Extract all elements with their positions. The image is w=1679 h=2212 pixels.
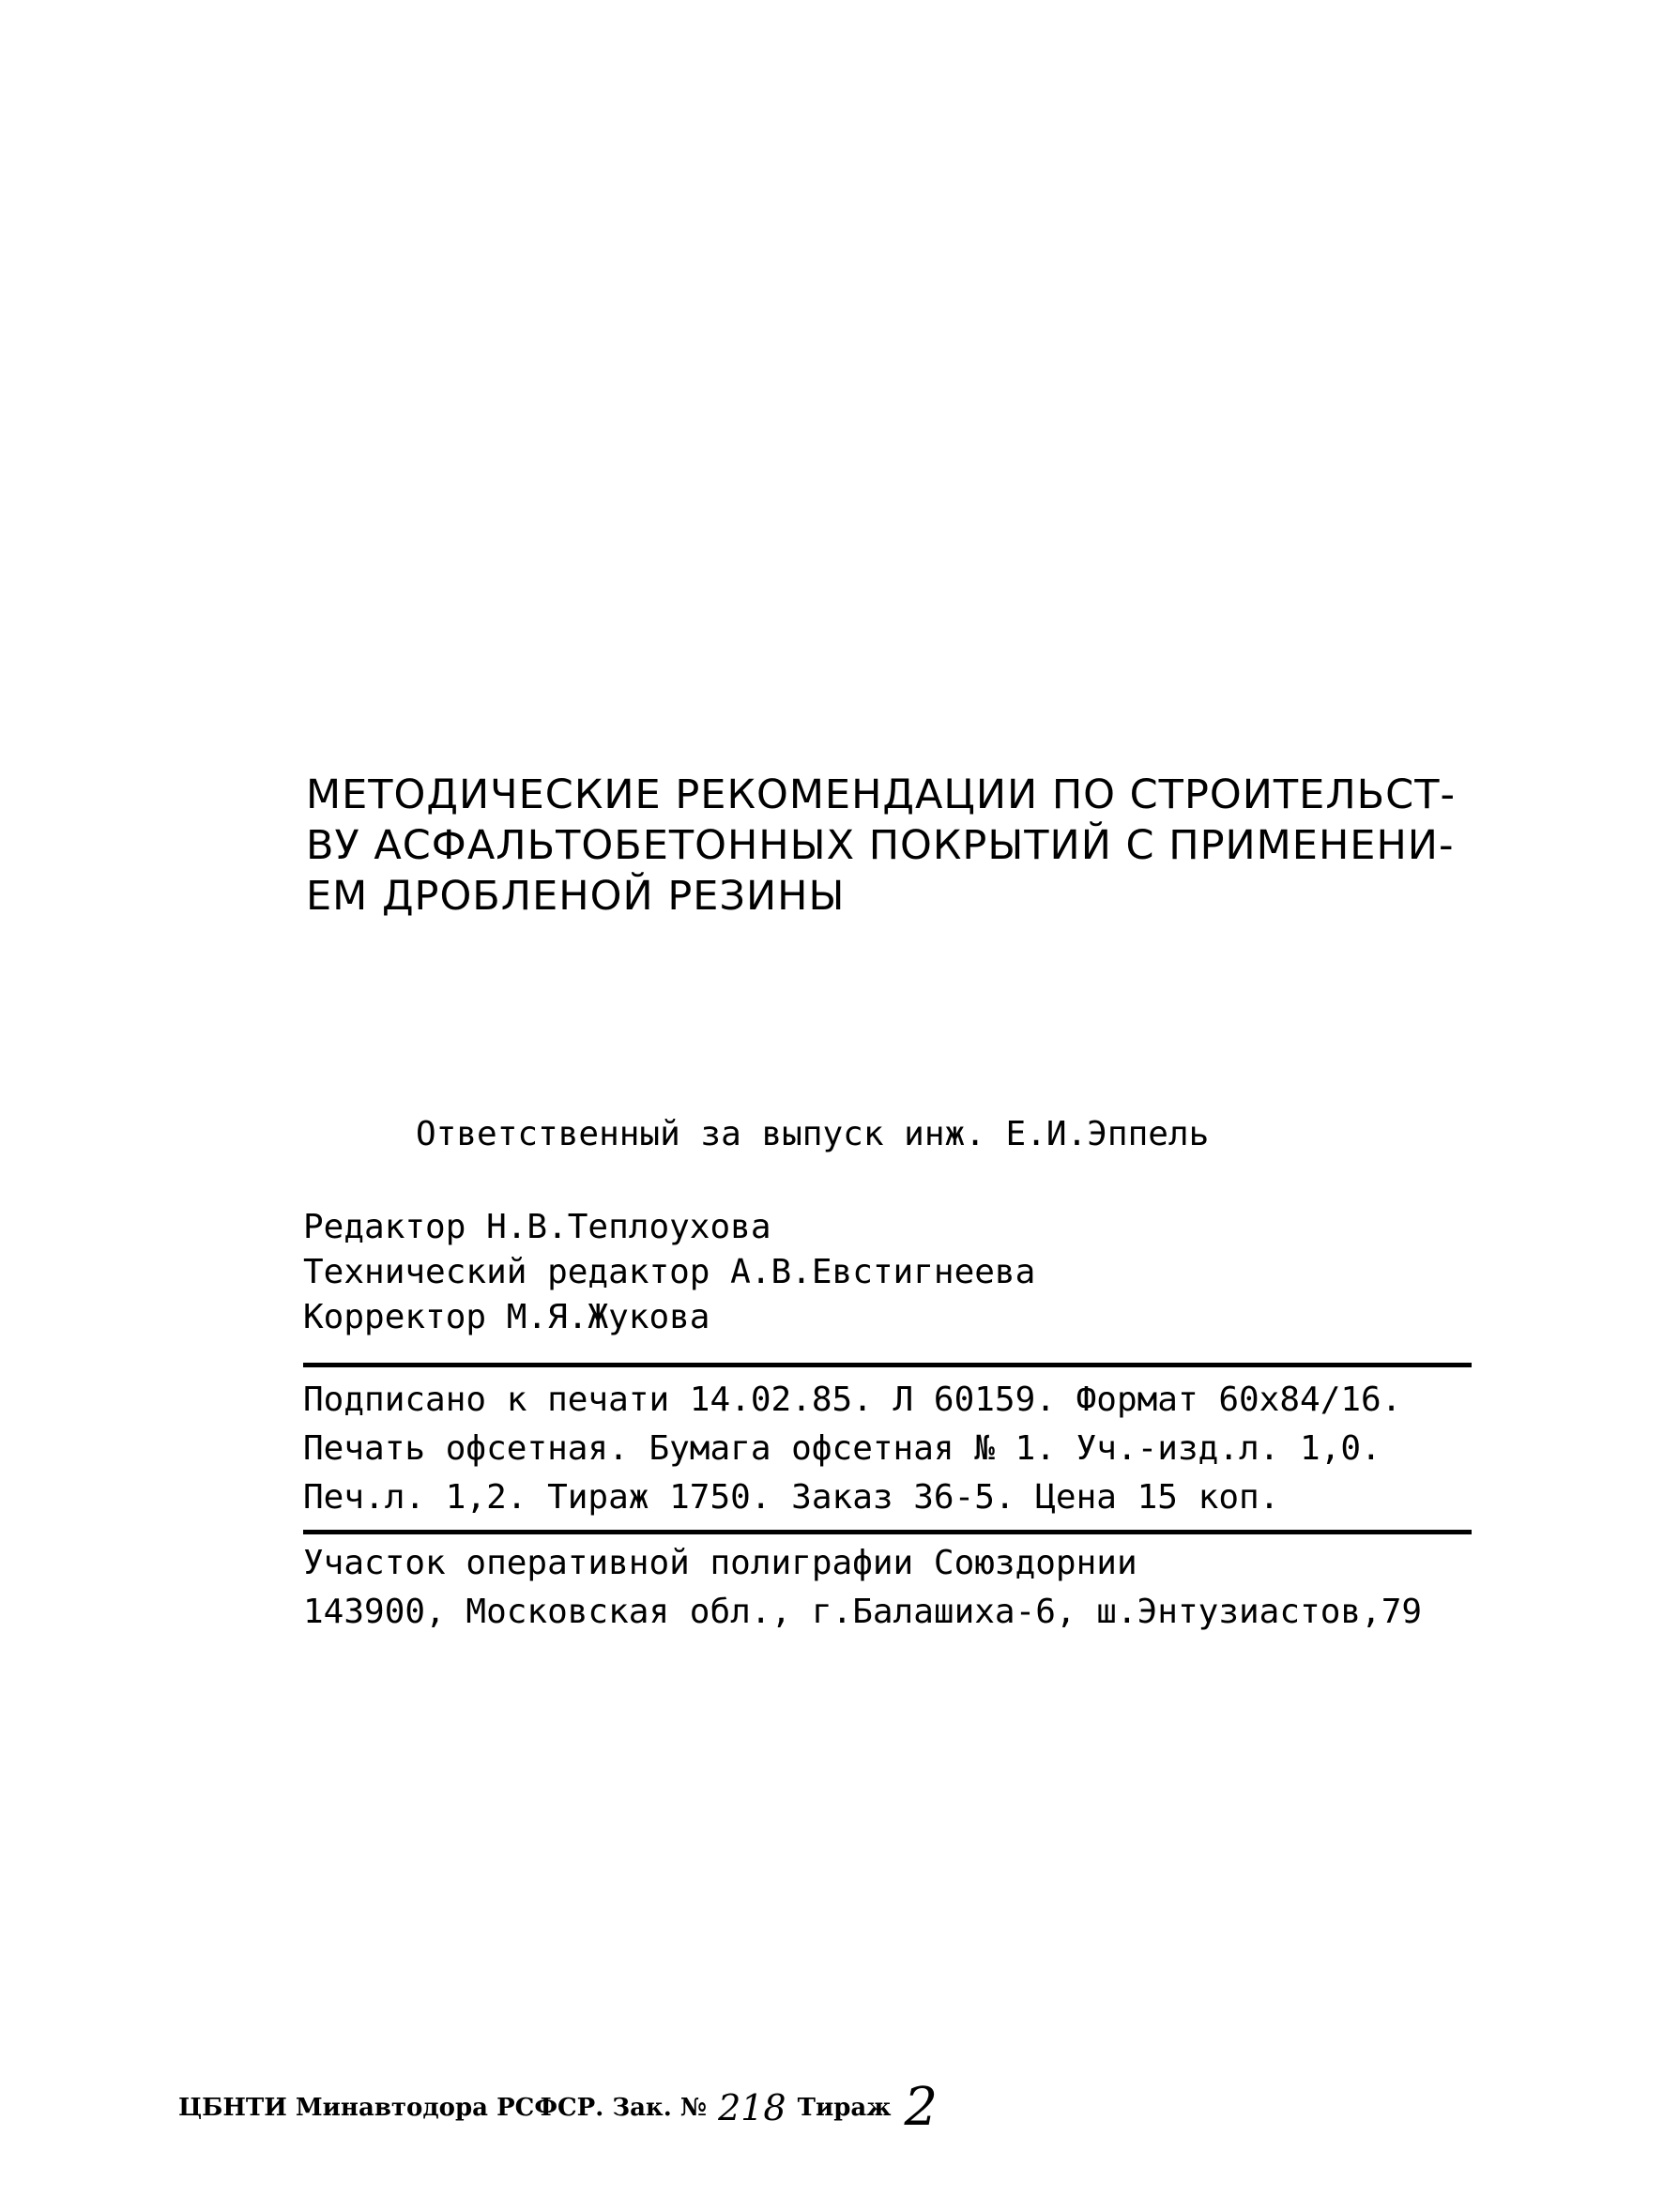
printer-address: 143900, Московская обл., г.Балашиха-6, ш.Энтузиастов,79 — [303, 1593, 1423, 1631]
printer-name: Участок оперативной полиграфии Союздорнии — [303, 1544, 1137, 1582]
handwritten-circulation: 2 — [904, 2077, 939, 2138]
staff-list — [303, 1205, 1035, 1340]
imprint-block — [303, 1376, 1401, 1522]
imprint-line: Подписано к печати 14.02.85. Л 60159. Формат 60х84/16. — [303, 1381, 1402, 1419]
handwritten-order-number: 218 — [718, 2087, 786, 2128]
circulation-label: Тираж — [797, 2094, 892, 2122]
divider — [303, 1530, 1472, 1534]
staff-proofreader: Корректор М.Я.Жукова — [303, 1298, 710, 1336]
title-line: МЕТОДИЧЕСКИЕ РЕКОМЕНДАЦИИ ПО СТРОИТЕЛЬСТ- — [306, 771, 1456, 818]
divider — [303, 1363, 1472, 1367]
document-title — [306, 770, 1479, 922]
printer-block — [303, 1539, 1422, 1637]
responsible-editor: Ответственный за выпуск инж. Е.И.Эппель — [416, 1115, 1210, 1153]
print-stamp — [178, 2077, 939, 2138]
title-line: ЕМ ДРОБЛЕНОЙ РЕЗИНЫ — [306, 873, 846, 920]
staff-technical-editor: Технический редактор А.В.Евстигнеева — [303, 1253, 1036, 1291]
title-line: ВУ АСФАЛЬТОБЕТОННЫХ ПОКРЫТИЙ С ПРИМЕНЕНИ- — [306, 822, 1455, 869]
staff-editor: Редактор Н.В.Теплоухова — [303, 1208, 771, 1246]
imprint-line: Печ.л. 1,2. Тираж 1750. Заказ 36-5. Цена 15 коп. — [303, 1478, 1280, 1517]
stamp-text: ЦБНТИ Минавтодора РСФСР. Зак. № — [178, 2094, 708, 2122]
imprint-line: Печать офсетная. Бумага офсетная № 1. Уч.-изд.л. 1,0. — [303, 1429, 1381, 1468]
